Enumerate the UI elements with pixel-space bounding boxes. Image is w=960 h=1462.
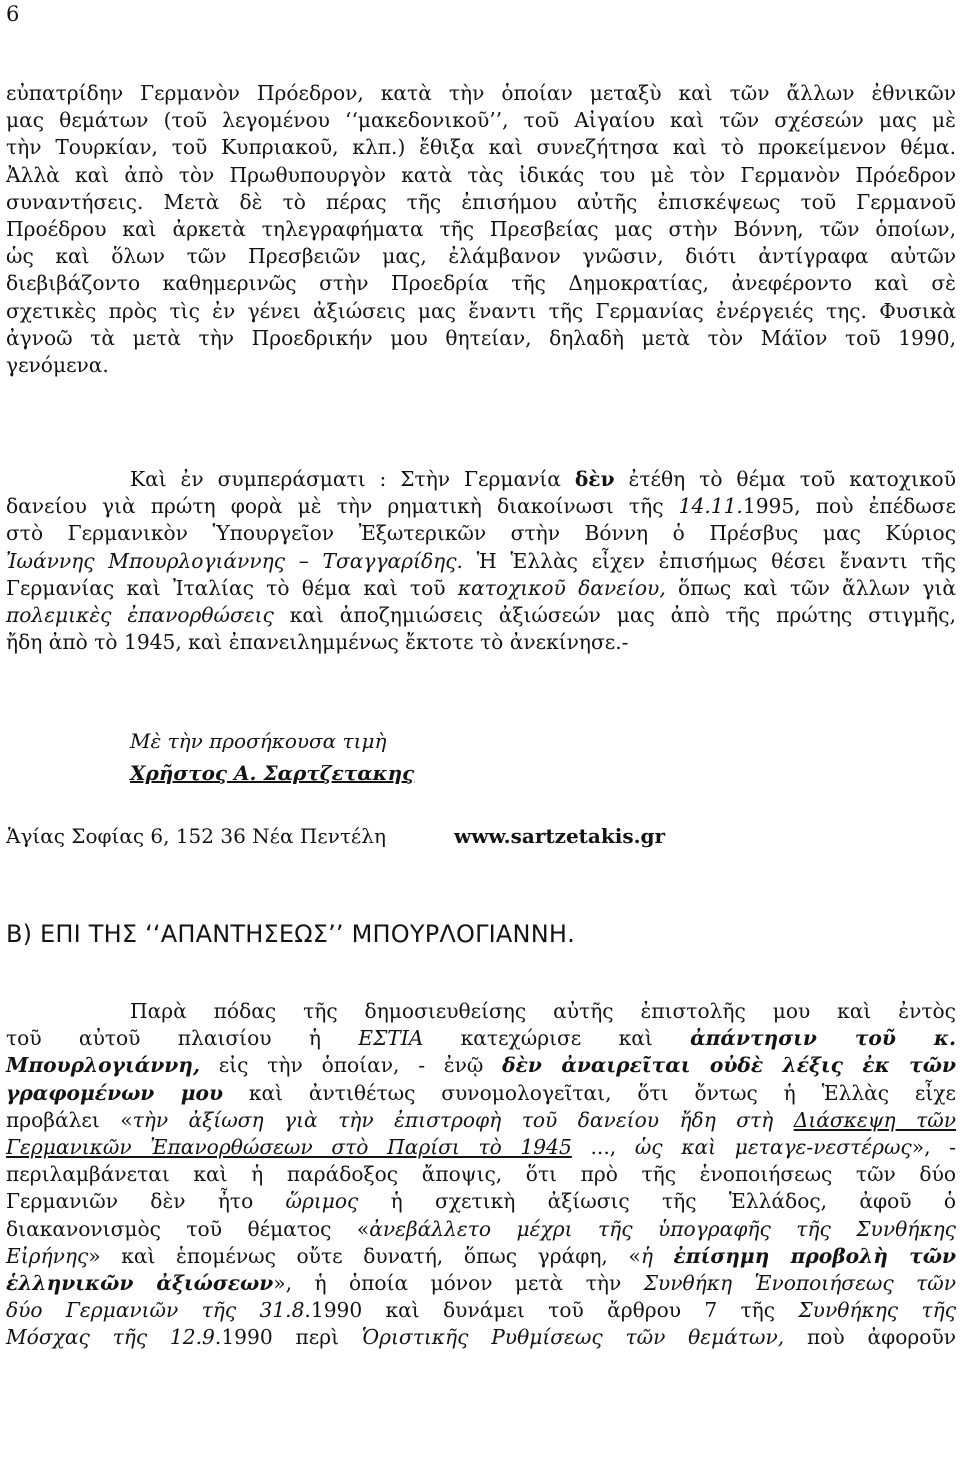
italic-text: Εἰρήνης — [6, 1243, 89, 1268]
paragraph-3 — [6, 998, 956, 1352]
italic-text: κατοχικοῦ δανείου, — [457, 575, 666, 600]
paragraph-line: Ἰωάννης Μπουρλογιάννης – Τσαγγαρίδης. Ἡ Ἑλλὰς εἶχεν ἐπισήμως θέσει ἔναντι τῆς — [6, 548, 956, 573]
italic-underlined-text: Διάσκεψη τῶν — [793, 1107, 956, 1132]
bold-italic-text: ἑλληνικῶν ἀξιώσεων — [6, 1271, 274, 1296]
italic-text: τὴν ἀξίωση γιὰ τὴν ἐπιστροφὴ τοῦ δανείου ἤδη στὴ — [132, 1107, 794, 1132]
paragraph-line: συναντήσεις. Μετὰ δὲ τὸ πέρας τῆς ἐπισήμου αὐτῆς ἐπισκέψεως τοῦ Γερμανοῦ — [6, 189, 956, 214]
paragraph-line: δανείου γιὰ πρώτη φορὰ μὲ τὴν ρηματικὴ διακοίνωσι τῆς 14.11.1995, ποὺ ἐπέδωσε — [6, 494, 957, 519]
italic-text: ὡς καὶ μεταγε-νεστέρως — [634, 1135, 912, 1160]
italic-date: 14.11. — [678, 494, 743, 519]
bold-text: δὲν — [574, 467, 615, 491]
paragraph-line: ἀγνοῶ τὰ μετὰ τὴν Προεδρικήν μου θητείαν, δηλαδὴ μετὰ τὸν Μάϊον τοῦ 1990, — [6, 325, 956, 350]
italic-text: ἀνεβάλλετο μέχρι τῆς ὑπογραφῆς τῆς Συνθήκης — [369, 1216, 956, 1241]
paragraph-line: Προέδρου καὶ ἀρκετὰ τηλεγραφήματα τῆς Πρεσβείας μας στὴν Βόννη, τῶν ὁποίων, — [6, 217, 956, 242]
paragraph-line: Μόσχας τῆς 12.9.1990 περὶ Ὁριστικῆς Ρυθμίσεως τῶν θεμάτων, ποὺ ἀφοροῦν — [6, 1325, 956, 1350]
bold-italic-text: Μπουρλογιάννη, — [6, 1053, 200, 1078]
italic-text: Συνθήκης τῆς — [798, 1298, 956, 1323]
paragraph-2 — [6, 466, 956, 656]
paragraph-line: προβάλει «τὴν ἀξίωση γιὰ τὴν ἐπιστροφὴ τοῦ δανείου ἤδη στὴ Διάσκεψη τῶν — [6, 1107, 956, 1132]
bold-italic-text: γραφομένων μου — [6, 1080, 224, 1105]
address-line — [6, 822, 666, 850]
signature-closing: Μὲ τὴν προσήκουσα τιμὴ — [130, 729, 387, 753]
italic-text: ὥριμος — [285, 1189, 359, 1214]
paragraph-line: μας θεμάτων (τοῦ λεγομένου ‘‘μακεδονικοῦ’’, τοῦ Αἰγαίου καὶ τῶν σχέσεών μας μὲ — [6, 108, 956, 133]
paragraph-line: διεβιβάζοντο καθημερινῶς στὴν Προεδρία τῆς Δημοκρατίας, ἀνεφέροντο καὶ σὲ — [6, 271, 956, 296]
paragraph-line: διακανονισμὸς τοῦ θέματος «ἀνεβάλλετο μέχρι τῆς ὑπογραφῆς τῆς Συνθήκης — [6, 1216, 956, 1241]
paragraph-line: δύο Γερμανιῶν τῆς 31.8.1990 καὶ δυνάμει τοῦ ἄρθρου 7 τῆς Συνθήκης τῆς — [6, 1298, 956, 1323]
paragraph-line: τοῦ αὐτοῦ πλαισίου ἡ ΕΣΤΙΑ κατεχώρισε καὶ ἀπάντησιν τοῦ κ. — [6, 1026, 957, 1051]
page-number: 6 — [6, 2, 20, 26]
italic-underlined-text: Γερμανικῶν Ἐπανορθώσεων στὸ Παρίσι τὸ 1945 — [6, 1135, 572, 1160]
paragraph-1 — [6, 80, 956, 379]
paragraph-line: Γερμανιῶν δὲν ἦτο ὥριμος ἡ σχετικὴ ἀξίωσις τῆς Ἑλλάδος, ἀφοῦ ὁ — [6, 1189, 956, 1214]
italic-text: ΕΣΤΙΑ — [358, 1026, 424, 1051]
paragraph-line: Καὶ ἐν συμπεράσματι : Στὴν Γερμανία δὲν ἐτέθη τὸ θέμα τοῦ κατοχικοῦ — [130, 467, 956, 491]
bold-italic-text: ἀπάντησιν τοῦ κ. — [690, 1026, 957, 1051]
paragraph-line: ἤδη ἀπὸ τὸ 1945, καὶ ἐπανειλημμένως ἔκτοτε τὸ ἀνεκίνησε.- — [6, 630, 629, 655]
paragraph-line: στὸ Γερμανικὸν Ὑπουργεῖον Ἐξωτερικῶν στὴν Βόννη ὁ Πρέσβυς μας Κύριος — [6, 521, 956, 546]
italic-text: Ὁριστικῆς Ρυθμίσεως τῶν θεμάτων, — [361, 1325, 785, 1350]
street-address: Ἁγίας Σοφίας 6, 152 36 Νέα Πεντέλη — [6, 824, 386, 848]
paragraph-line: περιλαμβάνεται καὶ ἡ παράδοξος ἄποψις, ὅτι πρὸ τῆς ἑνοποιήσεως τῶν δύο — [6, 1162, 956, 1187]
paragraph-line: Εἰρήνης» καὶ ἑπομένως οὔτε δυνατή, ὅπως γράφη, «ἡ ἐπίσημη προβολὴ τῶν — [6, 1243, 956, 1268]
paragraph-line: γραφομένων μου καὶ ἀντιθέτως συνομολογεῖται, ὅτι ὄντως ἡ Ἑλλὰς εἶχε — [6, 1080, 956, 1105]
paragraph-line: τὴν Τουρκίαν, τοῦ Κυπριακοῦ, κλπ.) ἔθιξα καὶ συνεζήτησα καὶ τὸ προκείμενον θέμα. — [6, 135, 956, 160]
bold-italic-text: ἐπίσημη προβολὴ τῶν — [673, 1243, 956, 1268]
italic-text: δύο Γερμανιῶν τῆς 31.8. — [6, 1298, 311, 1323]
paragraph-line: Γερμανίας καὶ Ἰταλίας τὸ θέμα καὶ τοῦ κατοχικοῦ δανείου, ὅπως καὶ τῶν ἄλλων γιὰ — [6, 575, 956, 600]
italic-name: Ἰωάννης Μπουρλογιάννης – Τσαγγαρίδης. — [6, 548, 463, 573]
paragraph-line: Ἀλλὰ καὶ ἀπὸ τὸν Πρωθυπουργὸν κατὰ τὰς ἰδικάς του μὲ τὸν Γερμανὸν Πρόεδρον — [6, 162, 956, 187]
paragraph-line: γενόμενα. — [6, 353, 109, 378]
paragraph-line: πολεμικὲς ἐπανορθώσεις καὶ ἀποζημιώσεις ἀξιώσεών μας ἀπὸ τῆς πρώτης στιγμῆς, — [6, 603, 956, 628]
paragraph-line: Μπουρλογιάννη, εἰς τὴν ὁποίαν, - ἐνῷ δὲν ἀναιρεῖται οὐδὲ λέξις ἐκ τῶν — [6, 1053, 956, 1078]
italic-text: πολεμικὲς ἐπανορθώσεις — [6, 603, 274, 628]
bold-italic-text: δὲν ἀναιρεῖται οὐδὲ λέξις ἐκ τῶν — [502, 1053, 956, 1078]
paragraph-line: σχετικὲς πρὸς τὶς ἐν γένει ἀξιώσεις μας ἔναντι τῆς Γερμανίας ἐνέργειές της. Φυσικὰ — [6, 298, 956, 323]
paragraph-line: ἑλληνικῶν ἀξιώσεων», ἡ ὁποία μόνον μετὰ τὴν Συνθήκη Ἑνοποιήσεως τῶν — [6, 1271, 957, 1296]
paragraph-line: ὡς καὶ ὅλων τῶν Πρεσβειῶν μας, ἐλάμβανον γνῶσιν, διότι ἀντίγραφα αὐτῶν — [6, 244, 956, 269]
section-heading: Β) ΕΠΙ ΤΗΣ ‘‘ΑΠΑΝΤΗΣΕΩΣ’’ ΜΠΟΥΡΛΟΓΙΑΝΝΗ. — [6, 920, 575, 948]
website-link[interactable]: www.sartzetakis.gr — [454, 824, 666, 848]
italic-text: Συνθήκη Ἑνοποιήσεως τῶν — [643, 1271, 957, 1296]
paragraph-line: εὐπατρίδην Γερμανὸν Πρόεδρον, κατὰ τὴν ὁποίαν μεταξὺ καὶ τῶν ἄλλων ἐθνικῶν — [6, 81, 956, 105]
italic-text: Μόσχας τῆς 12.9. — [6, 1325, 222, 1350]
paragraph-line: Παρὰ πόδας τῆς δημοσιευθείσης αὐτῆς ἐπιστολῆς μου καὶ ἐντὸς — [130, 999, 956, 1023]
signature-name: Χρῆστος Α. Σαρτζετακης — [130, 761, 415, 785]
paragraph-line: Γερμανικῶν Ἐπανορθώσεων στὸ Παρίσι τὸ 1945 ..., ὡς καὶ μεταγε-νεστέρως», - — [6, 1135, 956, 1160]
